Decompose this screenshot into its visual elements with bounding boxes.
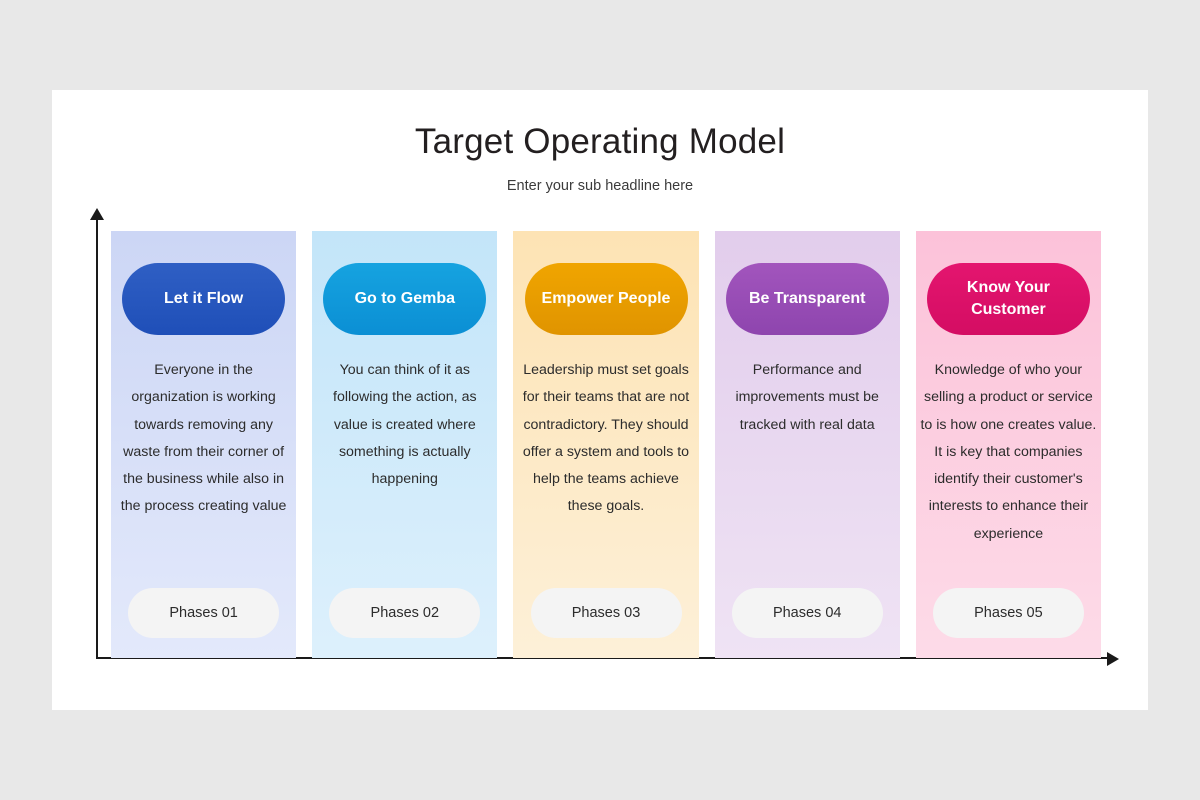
column-heading-pill[interactable]: Go to Gemba: [323, 263, 486, 335]
column-heading-pill[interactable]: Let it Flow: [122, 263, 285, 335]
phase-badge[interactable]: Phases 04: [732, 588, 883, 638]
column-empower-people[interactable]: [513, 231, 698, 658]
column-heading-pill[interactable]: Know Your Customer: [927, 263, 1090, 335]
phase-badge[interactable]: Phases 03: [531, 588, 682, 638]
column-go-to-gemba[interactable]: [312, 231, 497, 658]
phase-badge[interactable]: Phases 05: [933, 588, 1084, 638]
columns-container: [111, 231, 1101, 658]
column-know-your-customer[interactable]: [916, 231, 1101, 658]
column-heading-pill[interactable]: Empower People: [525, 263, 688, 335]
column-be-transparent[interactable]: [715, 231, 900, 658]
phase-badge[interactable]: Phases 02: [329, 588, 480, 638]
column-description: Performance and improvements must be tracked with real data: [735, 362, 879, 433]
column-description: You can think of it as following the action, as value is created where something is actually happening: [333, 362, 477, 488]
column-heading-pill[interactable]: Be Transparent: [726, 263, 889, 335]
column-let-it-flow[interactable]: [111, 231, 296, 658]
slide-canvas: [52, 90, 1148, 710]
column-description: Knowledge of who your selling a product or service to is how one creates value. It is key that companies identify their customer's interests to enhance their experience: [920, 362, 1097, 542]
page-subtitle: Enter your sub headline here: [506, 178, 694, 194]
arrow-up-icon: [90, 208, 104, 220]
page-title: Target Operating Model: [414, 122, 786, 161]
column-description: Leadership must set goals for their teams that are not contradictory. They should offer a system and tools to help the teams achieve these goals.: [522, 362, 690, 515]
vertical-axis-line: [96, 218, 98, 658]
column-description: Everyone in the organization is working towards removing any waste from their corner of the business while also in the process creating value: [120, 362, 287, 515]
phase-badge[interactable]: Phases 01: [128, 588, 279, 638]
arrow-right-icon: [1107, 652, 1119, 666]
